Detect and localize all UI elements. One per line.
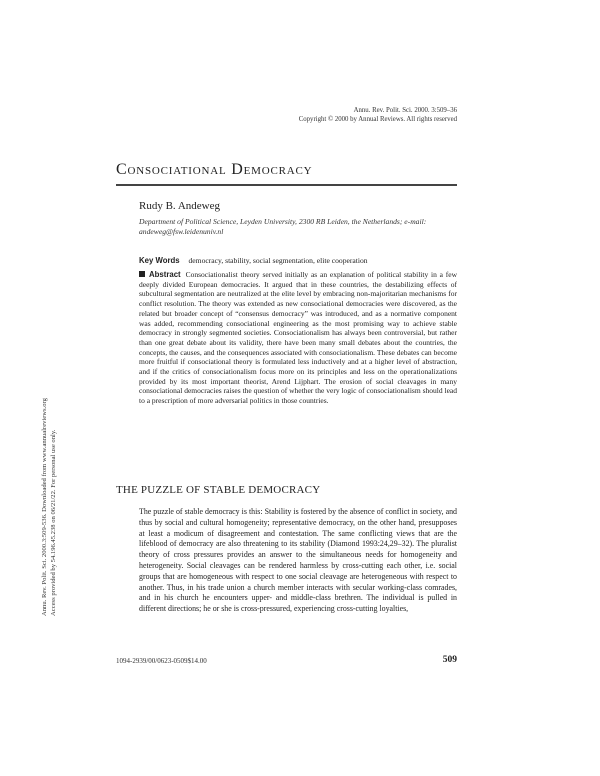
journal-citation-block [299, 106, 457, 124]
author-affiliation: Department of Political Science, Leyden University, 2300 RB Leiden, the Netherlands; e-mail: andeweg@fsw.leidenuniv.nl [139, 217, 427, 236]
journal-citation: Annu. Rev. Polit. Sci. 2000. 3:509–36 [353, 107, 457, 114]
download-side-note [40, 256, 96, 616]
side-note-line-2: Access provided by 54.196.45.238 on 06/21/22. For personal use only. [50, 429, 57, 616]
page-number: 509 [442, 655, 457, 665]
footer-issn-code: 1094-2939/00/0623-0509$14.00 [116, 657, 207, 665]
abstract [139, 270, 457, 406]
keywords-line [139, 256, 368, 265]
abstract-text: Consociationalist theory served initially as an explanation of political stability in a few deeply divided European democracies. It argued that in these countries, the destabilizing effects of subcultural segmentation are neutralized at the elite level by embracing non-majoritarian mechanisms for conflict resolution. The theory was extended as new consociational democracies were discovered, as the related but broader concept of “consensus democracy” was introduced, and as a normative component was added, recommending consociational engineering as the most promising way to achieve stable democracy in strongly segmented societies. Consociationalism has always been controversial, but rather than one great debate about its validity, there have been many small debates about the countries, the concepts, the causes, and the consequences associated with consociationalism. These debates can become more fruitful if consociational theory is formulated less inductively and at a higher level of abstraction, and if the critics of consociationalism focus more on its principles and less on the operationalizations provided by its most important theorist, Arend Lijphart. The erosion of social cleavages in many consociational democracies raises the question of whether the very logic of consociationalism should lead to a prescription of more adversarial politics in those countries. [139, 270, 457, 406]
article-title: Consociational Democracy [116, 161, 313, 178]
side-note-line-1: Annu. Rev. Polit. Sci. 2000.3:509-536. Downloaded from www.annualreviews.org [41, 398, 48, 616]
abstract-label: Abstract [149, 270, 181, 279]
section-body-text: The puzzle of stable democracy is this: Stability is fostered by the absence of conflict in society, and thus by social and cultural homogeneity; representative democracy, on the other hand, presupposes at least a modicum of disagreement and contestation. The same conflicting views that are the lifeblood of democracy are also threatening to its stability (Diamond 1993:24,29–32). The pluralist theory of cross pressures provides an answer to the simultaneous needs for homogeneity and heterogeneity. Social cleavages can be rendered harmless by cross-cutting each other, i.e. social groups that are homogeneous with respect to one social cleavage are heterogeneous with respect to another. Thus, in his trade union a church member interacts with secular working-class comrades, and in his church he encounters upper- and middle-class brethren. The individual is pulled in different directions; he or she is cross-pressured, experiencing cross-cutting loyalties, [139, 507, 457, 614]
title-rule [116, 184, 457, 186]
journal-copyright: Copyright © 2000 by Annual Reviews. All rights reserved [298, 116, 457, 123]
section-heading: THE PUZZLE OF STABLE DEMOCRACY [116, 484, 321, 496]
keywords-label: Key Words [139, 256, 180, 265]
keywords-text: democracy, stability, social segmentation, elite cooperation [188, 256, 368, 265]
author-name: Rudy B. Andeweg [139, 200, 220, 212]
abstract-square-icon [139, 271, 145, 277]
